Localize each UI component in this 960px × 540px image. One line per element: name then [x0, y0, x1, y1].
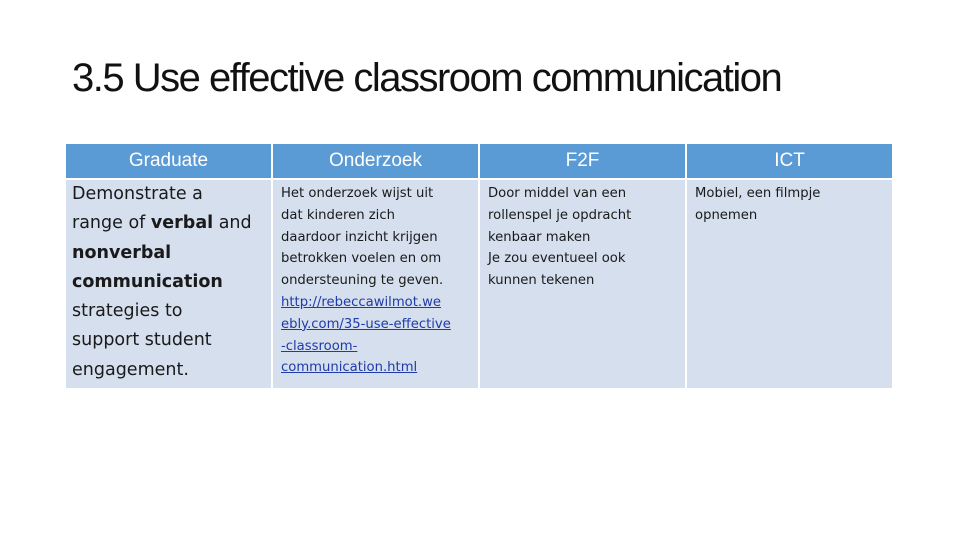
- reference-link[interactable]: http://rebeccawilmot.we ebly.com/35-use-effective -classroom- communication.html: [281, 294, 451, 376]
- graduate-line: engagement.: [72, 359, 189, 380]
- onderzoek-line: daardoor inzicht krijgen: [281, 229, 438, 245]
- graduate-line: Demonstrate a: [72, 184, 203, 204]
- cell-f2f: [480, 180, 685, 388]
- f2f-line: Door middel van een: [488, 186, 627, 201]
- bold-verbal: verbal: [150, 213, 214, 234]
- graduate-line: range of verbal and: [72, 213, 252, 234]
- slide-title: 3.5 Use effective classroom communication: [72, 56, 782, 100]
- f2f-line: kunnen tekenen: [488, 273, 595, 289]
- header-onderzoek: Onderzoek: [273, 144, 478, 178]
- f2f-line: rollenspel je opdracht: [488, 207, 632, 223]
- f2f-line: kenbaar maken: [488, 229, 591, 245]
- content-table: [66, 144, 894, 388]
- graduate-line: strategies to: [72, 301, 183, 322]
- onderzoek-line: Het onderzoek wijst uit: [281, 186, 434, 201]
- header-ict: ICT: [687, 144, 892, 178]
- header-f2f: F2F: [480, 144, 685, 178]
- bold-nonverbal: nonverbal: [72, 242, 172, 263]
- onderzoek-line: dat kinderen zich: [281, 207, 395, 223]
- graduate-line: [72, 239, 265, 268]
- bold-communication: communication: [72, 271, 223, 292]
- onderzoek-line: ondersteuning te geven.: [281, 273, 444, 289]
- graduate-line: [72, 268, 265, 297]
- ict-line: Mobiel, een filmpje: [695, 186, 821, 201]
- graduate-line: support student: [72, 330, 212, 351]
- cell-onderzoek: [273, 180, 478, 388]
- onderzoek-line: betrokken voelen en om: [281, 251, 442, 267]
- header-graduate: Graduate: [66, 144, 271, 178]
- f2f-line: Je zou eventueel ook: [488, 251, 626, 267]
- ict-line: opnemen: [695, 207, 758, 223]
- cell-graduate: [66, 180, 271, 388]
- cell-ict: [687, 180, 892, 388]
